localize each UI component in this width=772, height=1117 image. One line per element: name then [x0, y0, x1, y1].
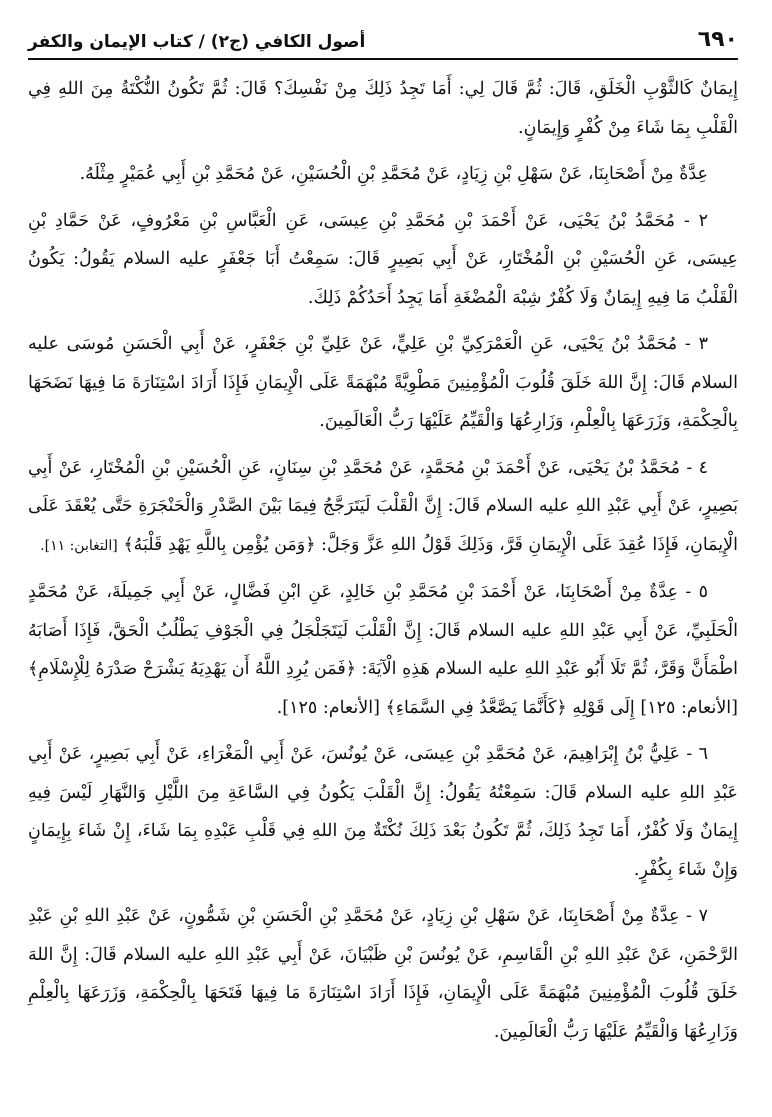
paragraph-chain-note: عِدَّةٌ مِنْ أَصْحَابِنَا، عَنْ سَهْلِ بْنِ زِيَادٍ، عَنْ مُحَمَّدِ بْنِ الْحُسَيْنِ، عَنْ مُحَمَّدِ بْنِ أَبِي عُمَيْرٍ مِثْلَهُ.	[79, 164, 708, 184]
paragraph-continuation: إِيمَانٌ كَالثَّوْبِ الْخَلَقِ، قَالَ: ثُمَّ قَالَ لِي: أَمَا تَجِدُ ذَلِكَ مِنْ نَفْسِكَ؟ قَالَ: ثُمَّ تَكُونُ النُّكْتَةُ مِنَ اللهِ فِي الْقَلْبِ بِمَا شَاءَ مِنْ كُفْرٍ وَإِيمَانٍ.	[28, 79, 738, 138]
page-body	[28, 60, 738, 1051]
hadith-4-text: ٤ - مُحَمَّدُ بْنُ يَحْيَى، عَنْ أَحْمَدَ بْنِ مُحَمَّدٍ، عَنْ مُحَمَّدِ بْنِ سِنَانٍ، عَنِ الْحُسَيْنِ بْنِ الْمُخْتَارِ، عَنْ أَبِي بَصِيرٍ، عَنْ أَبِي عَبْدِ اللهِ عليه السلام قَالَ: إِنَّ الْقَلْبَ لَيَتَرَجَّجُ فِيمَا بَيْنَ الصَّدْرِ وَالْحَنْجَرَةِ حَتَّى يُعْقَدَ عَلَى الْإِيمَانِ، فَإِذَا عُقِدَ عَلَى الْإِيمَانِ قَرَّ، وَذَلِكَ قَوْلُ اللهِ عَزَّ وَجَلَّ: ﴿وَمَن يُؤْمِن بِاللَّهِ يَهْدِ قَلْبَهُ﴾	[28, 457, 738, 555]
hadith-2: ٢ - مُحَمَّدُ بْنُ يَحْيَى، عَنْ أَحْمَدَ بْنِ مُحَمَّدِ بْنِ عِيسَى، عَنِ الْعَبَّاسِ بْنِ مَعْرُوفٍ، عَنْ حَمَّادِ بْنِ عِيسَى، عَنِ الْحُسَيْنِ بْنِ الْمُخْتَارِ، عَنْ أَبِي بَصِيرٍ قَالَ: سَمِعْتُ أَبَا جَعْفَرٍ عليه السلام يَقُولُ: يَكُونُ الْقَلْبُ مَا فِيهِ إِيمَانٌ وَلَا كُفْرٌ شِبْهَ الْمُضْغَةِ أَمَا يَجِدُ أَحَدُكُمْ ذَلِكَ.	[28, 210, 738, 308]
page-number: ٦٩٠	[697, 27, 738, 52]
hadith-6: ٦ - عَلِيُّ بْنُ إِبْرَاهِيمَ، عَنْ مُحَمَّدِ بْنِ عِيسَى، عَنْ يُونُسَ، عَنْ أَبِي الْمَغْرَاءِ، عَنْ أَبِي بَصِيرٍ، عَنْ أَبِي عَبْدِ اللهِ عليه السلام قَالَ: سَمِعْتُهُ يَقُولُ: إِنَّ الْقَلْبَ يَكُونُ فِي السَّاعَةِ مِنَ اللَّيْلِ وَالنَّهَارِ لَيْسَ فِيهِ إِيمَانٌ وَلَا كُفْرٌ، أَمَا تَجِدُ ذَلِكَ، ثُمَّ تَكُونُ بَعْدَ ذَلِكَ نُكْتَةٌ مِنَ اللهِ فِي قَلْبِ عَبْدِهِ بِمَا شَاءَ، إِنْ شَاءَ بِإِيمَانٍ وَإِنْ شَاءَ بِكُفْرٍ.	[28, 744, 738, 880]
page-header	[28, 0, 738, 60]
quran-reference: [التغابن: ١١].	[40, 537, 118, 554]
hadith-5: ٥ - عِدَّةٌ مِنْ أَصْحَابِنَا، عَنْ أَحْمَدَ بْنِ مُحَمَّدِ بْنِ خَالِدٍ، عَنِ ابْنِ فَضَّالٍ، عَنْ أَبِي جَمِيلَةَ، عَنْ مُحَمَّدٍ الْحَلَبِيِّ، عَنْ أَبِي عَبْدِ اللهِ عليه السلام قَالَ: إِنَّ الْقَلْبَ لَيَتَجَلْجَلُ فِي الْجَوْفِ يَطْلُبُ الْحَقَّ، فَإِذَا أَصَابَهُ اطْمَأَنَّ وَقَرَّ، ثُمَّ تَلَا أَبُو عَبْدِ اللهِ عليه السلام هَذِهِ الْآيَةَ: ﴿فَمَن يُرِدِ اللَّهُ أَن يَهْدِيَهُ يَشْرَحْ صَدْرَهُ لِلْإِسْلَامِ﴾ [الأنعام: ١٢٥] إِلَى قَوْلِهِ ﴿كَأَنَّمَا يَصَّعَّدُ فِي السَّمَاءِ﴾ [الأنعام: ١٢٥].	[28, 582, 738, 718]
running-title: أصول الكافي (ج٢) / كتاب الإيمان والكفر	[28, 32, 366, 52]
hadith-7: ٧ - عِدَّةٌ مِنْ أَصْحَابِنَا، عَنْ سَهْلِ بْنِ زِيَادٍ، عَنْ مُحَمَّدِ بْنِ الْحَسَنِ بْنِ شَمُّونٍ، عَنْ عَبْدِ اللهِ بْنِ عَبْدِ الرَّحْمَنِ، عَنْ عَبْدِ اللهِ بْنِ الْقَاسِمِ، عَنْ يُونُسَ بْنِ ظَبْيَانَ، عَنْ أَبِي عَبْدِ اللهِ عليه السلام قَالَ: إِنَّ اللهَ خَلَقَ قُلُوبَ الْمُؤْمِنِينَ مُبْهَمَةً عَلَى الْإِيمَانِ، فَإِذَا أَرَادَ اسْتِنَارَةَ مَا فِيهَا فَتَحَهَا بِالْحِكْمَةِ، وَزَرَعَهَا بِالْعِلْمِ وَزَارِعُهَا وَالْقَيِّمُ عَلَيْهَا رَبُّ الْعَالَمِينَ.	[28, 906, 738, 1042]
hadith-4	[28, 449, 738, 566]
hadith-3: ٣ - مُحَمَّدُ بْنُ يَحْيَى، عَنِ الْعَمْرَكِيِّ بْنِ عَلِيٍّ، عَنْ عَلِيِّ بْنِ جَعْفَرٍ، عَنْ أَبِي الْحَسَنِ مُوسَى عليه السلام قَالَ: إِنَّ اللهَ خَلَقَ قُلُوبَ الْمُؤْمِنِينَ مَطْوِيَّةً مُبْهَمَةً عَلَى الْإِيمَانِ فَإِذَا أَرَادَ اسْتِنَارَةَ مَا فِيهَا نَضَحَهَا بِالْحِكْمَةِ، وَزَرَعَهَا بِالْعِلْمِ، وَزَارِعُهَا وَالْقَيِّمُ عَلَيْهَا رَبُّ الْعَالَمِينَ.	[28, 334, 738, 431]
